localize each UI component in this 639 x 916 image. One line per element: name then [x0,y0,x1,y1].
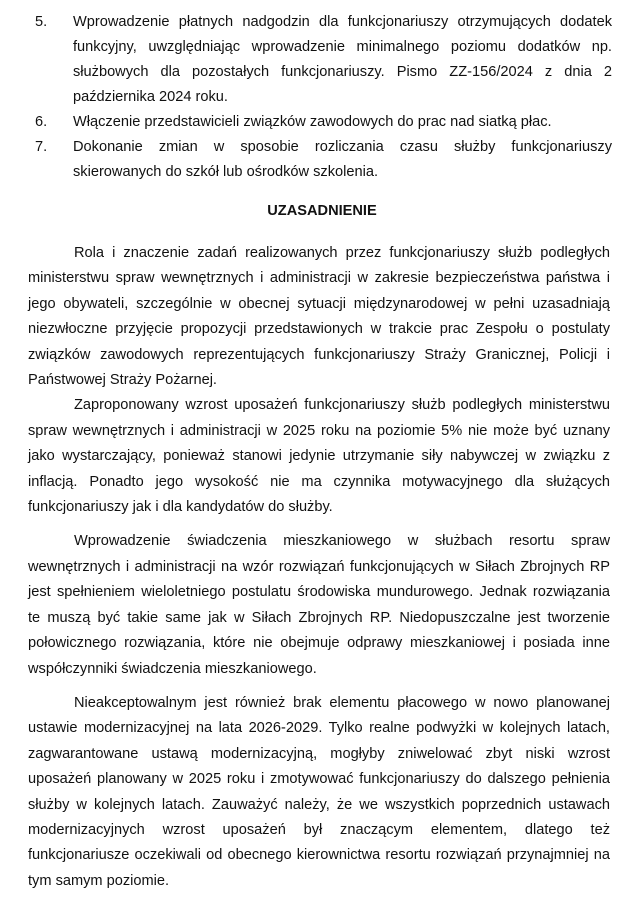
paragraph-salary-increase: Zaproponowany wzrost uposażeń funkcjonariuszy służb podległych ministerstwu spraw wewnętrznych i administracji w 2025 roku na poziomie 5% nie może być uznany jako wystarczający, ponieważ stanowi jedynie utrzymanie siły nabywczej w związku z inflacją. Ponadto jego wysokość nie ma czynnika motywacyjnego dla służących funkcjonariuszy jak i dla kandydatów do służby. [28,397,610,516]
list-item-5 [28,10,612,110]
list-item-number: 7. [35,139,48,155]
list-item-text: Wprowadzenie płatnych nadgodzin dla funkcjonariuszy otrzymujących dodatek funkcyjny, uwzględniając wprowadzenie minimalnego poziomu dodatków np. służbowych dla pozostałych funkcjonariuszy. Pismo ZZ-156/2024 z dnia 2 października 2024 roku. [73,14,612,105]
paragraph-role-of-services: Rola i znaczenie zadań realizowanych przez funkcjonariuszy służb podległych ministerstwu spraw wewnętrznych i administracji w zakresie bezpieczeństwa państwa i jego obywateli, szczególnie w obecnej sytuacji międzynarodowej w pełni uzasadniają niezwłoczne przyjęcie propozycji przedstawionych w trakcie prac Zespołu o postulaty związków zawodowych reprezentujących funkcjonariuszy Straży Granicznej, Policji i Państwowej Straży Pożarnej. [28,245,610,389]
list-item-number: 5. [35,14,48,30]
list-item-text: Włączenie przedstawicieli związków zawodowych do prac nad siatką płac. [73,114,552,130]
list-item-text: Dokonanie zmian w sposobie rozliczania czasu służby funkcjonariuszy skierowanych do szkół lub ośrodków szkolenia. [73,139,612,180]
paragraph-housing-benefit: Wprowadzenie świadczenia mieszkaniowego w służbach resortu spraw wewnętrznych i administracji na wzór rozwiązań funkcjonujących w Siłach Zbrojnych RP jest spełnieniem wieloletniego postulatu środowiska mundurowego. Jednak rozwiązania te muszą być takie same jak w Siłach Zbrojnych RP. Niedopuszczalne jest tworzenie połowicznego rozwiązania, które nie obejmuje odprawy mieszkaniowej i posiada inne współczynniki świadczenia mieszkaniowego. [28,533,610,677]
list-item-number: 6. [35,114,48,130]
section-heading: UZASADNIENIE [267,203,377,219]
demands-list [28,10,612,185]
list-item-6 [28,110,612,135]
paragraph-modernization-act: Nieakceptowalnym jest również brak elementu płacowego w nowo planowanej ustawie modernizacyjnej na lata 2026-2029. Tylko realne podwyżki w kolejnych latach, zagwarantowane ustawą modernizacyjną, mogłyby zniwelować zbyt niski wzrost uposażeń planowany w 2025 roku i zmotywować funkcjonariuszy do dalszego pełnienia służby w kolejnych latach. Zauważyć należy, że we wszystkich poprzednich ustawach modernizacyjnych wzrost uposażeń był znaczącym elementem, dlatego też funkcjonariusze oczekiwali od obecnego kierownictwa resortu rozwiązań przynajmniej na tym samym poziomie. [28,694,610,889]
list-item-7 [28,135,612,185]
document-page [28,10,612,894]
